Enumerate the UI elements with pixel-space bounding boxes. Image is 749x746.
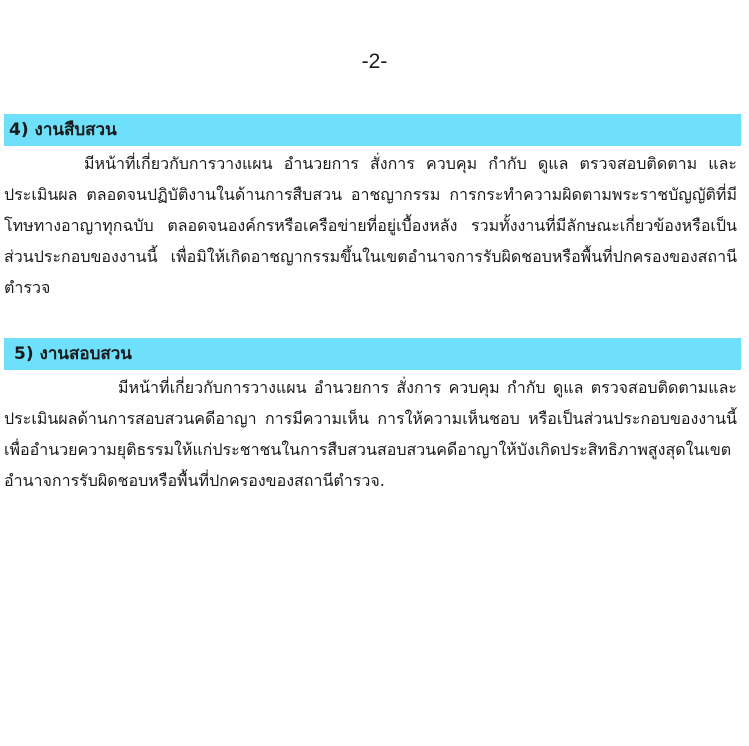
page-number: -2- xyxy=(361,50,388,73)
section-text-investigation: มีหน้าที่เกี่ยวกับการวางแผน อำนวยการ สั่งการ ควบคุม กำกับ ดูแล ตรวจสอบติดตาม และประเมินผล ตลอดจนปฏิบัติงานในด้านการสืบสวน อาชญากรรม การกระทำความผิดตามพระราชบัญญัติที่มีโทษทางอาญาทุกฉบับ ตลอดจนองค์กรหรือเครือข่ายที่อยู่เบื้องหลัง รวมทั้งงานที่มีลักษณะเกี่ยวข้องหรือเป็นส่วนประกอบของงานนี้ เพื่อมิให้เกิดอาชญากรรมขึ้นในเขตอำนาจการรับผิดชอบหรือพื้นที่ปกครองของสถานีตำรวจ xyxy=(4,154,737,297)
section-header-inquiry: 5) งานสอบสวน xyxy=(4,338,741,370)
section-body-investigation xyxy=(4,148,737,303)
section-header-investigation: 4) งานสืบสวน xyxy=(4,114,741,146)
section-body-inquiry xyxy=(4,372,737,496)
section-text-inquiry: มีหน้าที่เกี่ยวกับการวางแผน อำนวยการ สั่งการ ควบคุม กำกับ ดูแล ตรวจสอบติดตามและประเมินผลด้านการสอบสวนคดีอาญา การมีความเห็น การให้ความเห็นชอบ หรือเป็นส่วนประกอบของงานนี้ เพื่ออำนวยความยุติธรรมให้แก่ประชาชนในการสืบสวนสอบสวนคดีอาญาให้บังเกิดประสิทธิภาพสูงสุดในเขตอำนาจการรับผิดชอบหรือพื้นที่ปกครองของสถานีตำรวจ. xyxy=(4,378,737,490)
